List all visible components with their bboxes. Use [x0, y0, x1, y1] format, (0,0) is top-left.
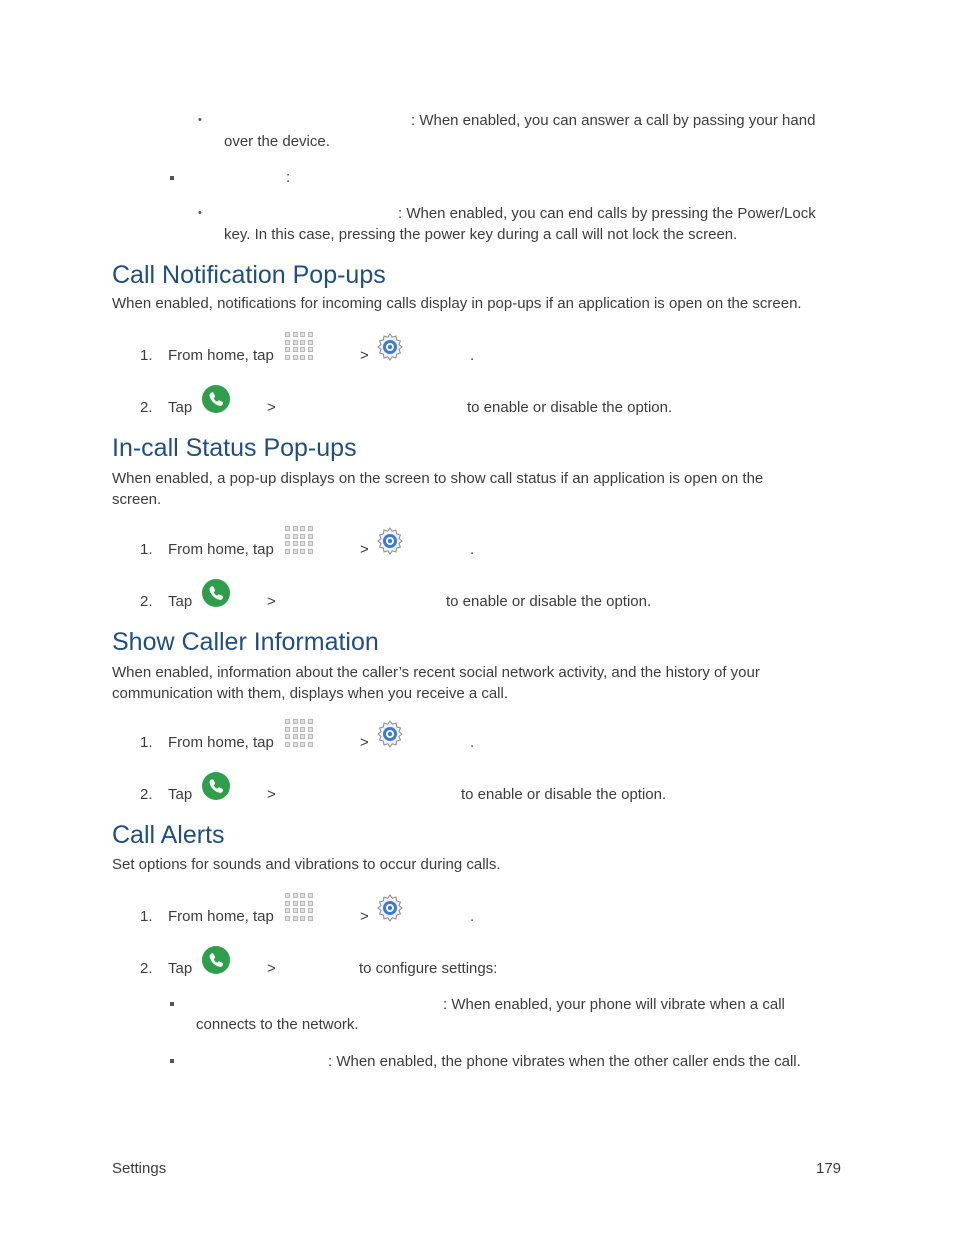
step-end: .	[470, 908, 475, 925]
step-text: From home, tap	[168, 908, 274, 925]
bullet-desc: : When enabled, you can end calls by pressing the Power/Lock	[398, 205, 816, 222]
phone-icon[interactable]	[201, 384, 231, 414]
step-separator: >	[267, 960, 276, 977]
step-number: 2.	[140, 399, 153, 416]
section-desc: Set options for sounds and vibrations to occur during calls.	[112, 856, 501, 873]
bullet-square	[170, 1059, 174, 1063]
bullet-desc-cont: over the device.	[224, 133, 330, 150]
step-text: Tap	[168, 399, 193, 416]
section-desc: When enabled, notifications for incoming calls display in pop-ups if an application is open on the screen.	[112, 295, 802, 312]
settings-gear-icon[interactable]	[375, 526, 405, 556]
bullet-desc: : When enabled, you can answer a call by passing your hand	[411, 112, 816, 129]
section-desc: When enabled, information about the caller’s recent social network activity, and the history of your communication with them, displays when you receive a call.	[112, 664, 760, 702]
step-separator: >	[267, 399, 276, 416]
settings-gear-icon[interactable]	[375, 332, 405, 362]
phone-icon[interactable]	[201, 771, 231, 801]
settings-gear-icon[interactable]	[375, 893, 405, 923]
step-number: 2.	[140, 960, 153, 977]
bullet-desc-cont: key. In this case, pressing the power key during a call will not lock the screen.	[224, 226, 738, 243]
apps-grid-icon[interactable]	[285, 719, 313, 747]
footer-section-label: Settings	[112, 1160, 167, 1177]
step-end: to enable or disable the option.	[446, 593, 652, 610]
step-separator: >	[267, 593, 276, 610]
step-text: Tap	[168, 960, 193, 977]
step-separator: >	[360, 734, 369, 751]
alert-desc: : When enabled, your phone will vibrate when a call	[443, 996, 785, 1013]
step-number: 1.	[140, 734, 153, 751]
section-title: In-call Status Pop-ups	[112, 434, 357, 462]
page-number: 179	[816, 1160, 842, 1177]
step-separator: >	[360, 908, 369, 925]
step-end: .	[470, 347, 475, 364]
step-end: to configure settings:	[359, 960, 498, 977]
step-separator: >	[360, 541, 369, 558]
apps-grid-icon[interactable]	[285, 526, 313, 554]
step-text: Tap	[168, 593, 193, 610]
alert-desc: : When enabled, the phone vibrates when the other caller ends the call.	[328, 1053, 801, 1070]
alert-desc-cont: connects to the network.	[196, 1016, 359, 1033]
settings-gear-icon[interactable]	[375, 719, 405, 749]
step-separator: >	[360, 347, 369, 364]
apps-grid-icon[interactable]	[285, 893, 313, 921]
bullet-square	[170, 176, 174, 180]
section-desc: When enabled, a pop-up displays on the screen to show call status if an application is open on the screen.	[112, 470, 764, 508]
step-text: From home, tap	[168, 541, 274, 558]
step-text: From home, tap	[168, 734, 274, 751]
section-title: Call Notification Pop-ups	[112, 261, 386, 289]
sub-label-colon: :	[286, 169, 291, 186]
step-number: 1.	[140, 908, 153, 925]
section-title: Call Alerts	[112, 821, 225, 849]
apps-grid-icon[interactable]	[285, 332, 313, 360]
step-number: 1.	[140, 347, 153, 364]
step-end: .	[470, 734, 475, 751]
step-end: .	[470, 541, 475, 558]
step-number: 2.	[140, 593, 153, 610]
bullet-dot: •	[198, 207, 202, 219]
step-text: Tap	[168, 786, 193, 803]
phone-icon[interactable]	[201, 578, 231, 608]
step-number: 1.	[140, 541, 153, 558]
step-number: 2.	[140, 786, 153, 803]
section-title: Show Caller Information	[112, 628, 379, 656]
step-end: to enable or disable the option.	[467, 399, 673, 416]
bullet-square	[170, 1002, 174, 1006]
bullet-dot: •	[198, 114, 202, 126]
step-text: From home, tap	[168, 347, 274, 364]
step-end: to enable or disable the option.	[461, 786, 667, 803]
step-separator: >	[267, 786, 276, 803]
phone-icon[interactable]	[201, 945, 231, 975]
